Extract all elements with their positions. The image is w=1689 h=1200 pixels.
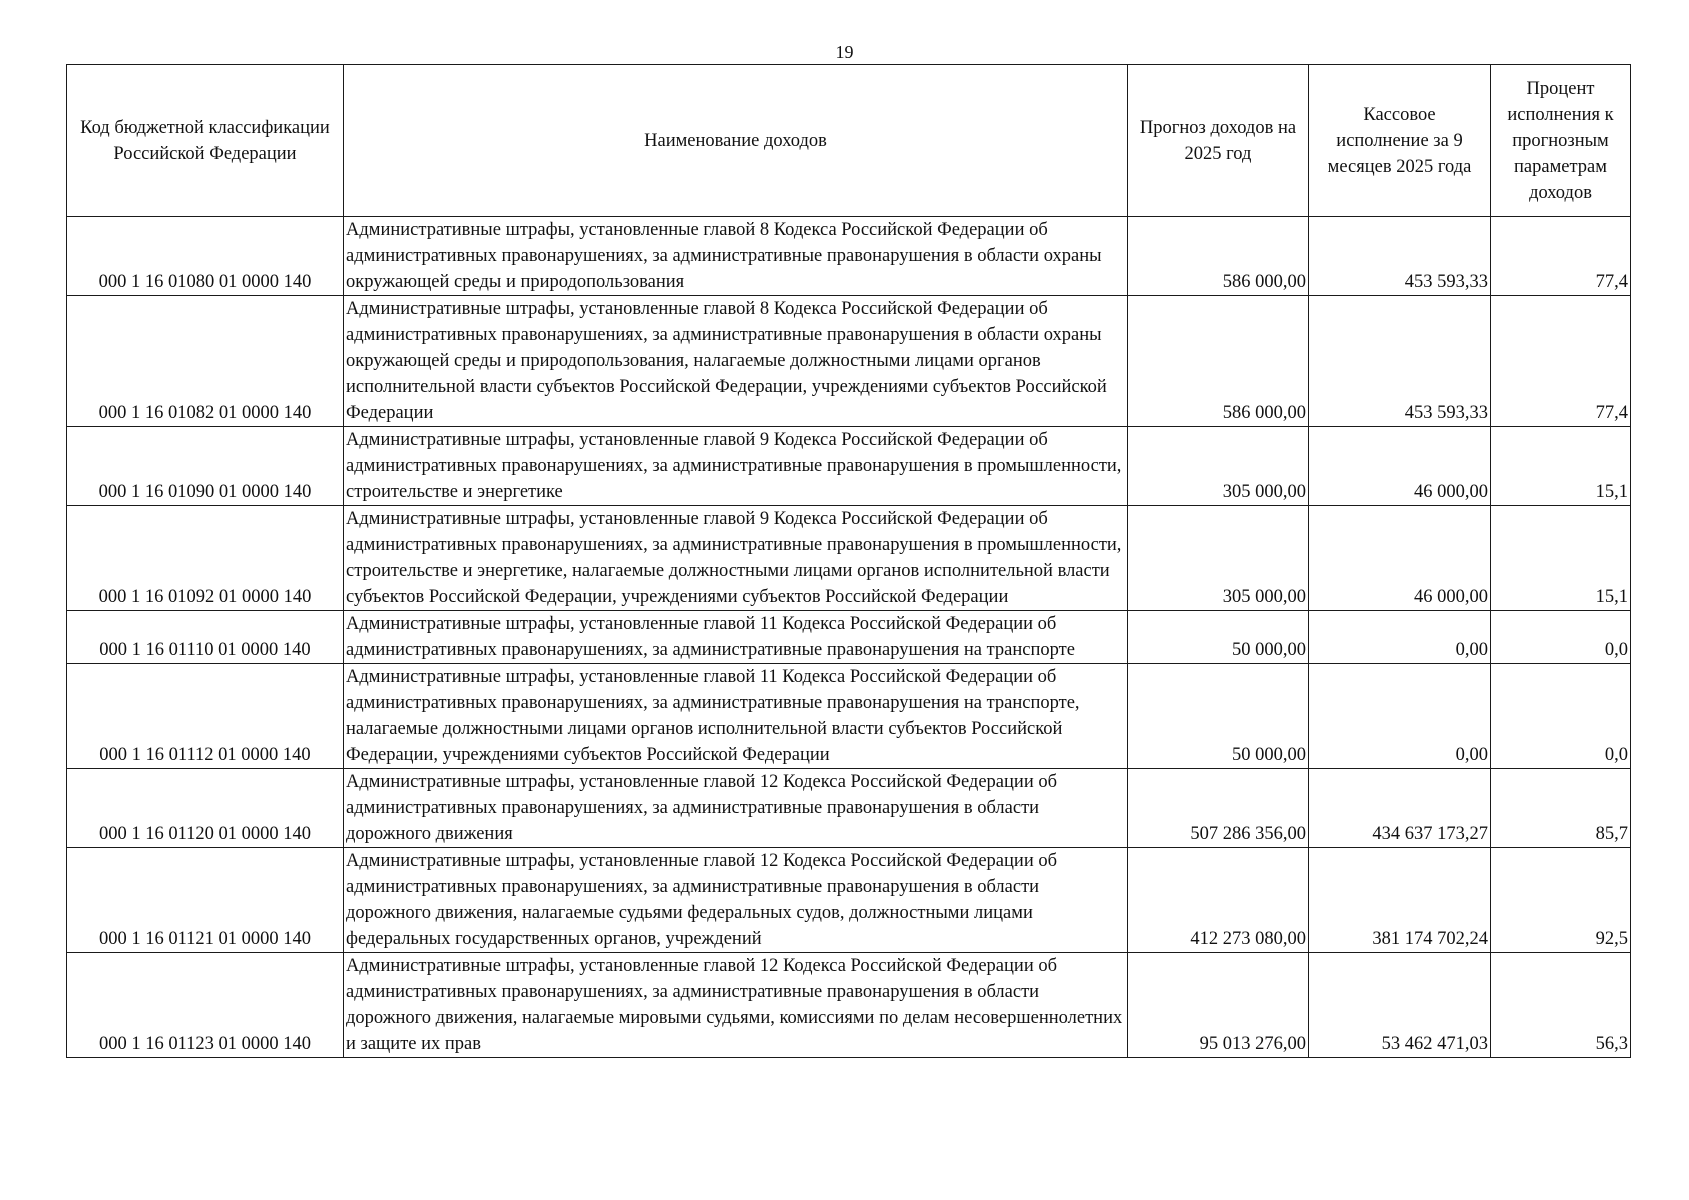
header-code: Код бюджетной классификации Российской Федерации — [67, 65, 344, 217]
table-row — [67, 848, 1631, 953]
cell-percent: 15,1 — [1491, 427, 1631, 506]
cell-forecast: 50 000,00 — [1128, 664, 1309, 769]
table-header-row — [67, 65, 1631, 217]
cell-name: Административные штрафы, установленные главой 8 Кодекса Российской Федерации об административных правонарушениях, за административные правонарушения в области охраны окружающей среды и природопользования, налагаемые должностными лицами органов исполнительной власти субъектов Российской Федерации, учреждениями субъектов Российской Федерации — [344, 296, 1128, 427]
table-row — [67, 611, 1631, 664]
cell-percent: 56,3 — [1491, 953, 1631, 1058]
cell-percent: 0,0 — [1491, 611, 1631, 664]
cell-actual: 453 593,33 — [1309, 217, 1491, 296]
cell-forecast: 305 000,00 — [1128, 427, 1309, 506]
header-percent: Процент исполнения к прогнозным параметрам доходов — [1491, 65, 1631, 217]
cell-forecast: 305 000,00 — [1128, 506, 1309, 611]
cell-code: 000 1 16 01121 01 0000 140 — [67, 848, 344, 953]
table-row — [67, 217, 1631, 296]
revenue-table — [66, 64, 1631, 1058]
cell-forecast: 412 273 080,00 — [1128, 848, 1309, 953]
cell-code: 000 1 16 01123 01 0000 140 — [67, 953, 344, 1058]
cell-forecast: 507 286 356,00 — [1128, 769, 1309, 848]
table-row — [67, 664, 1631, 769]
cell-code: 000 1 16 01090 01 0000 140 — [67, 427, 344, 506]
cell-percent: 85,7 — [1491, 769, 1631, 848]
cell-percent: 0,0 — [1491, 664, 1631, 769]
header-name: Наименование доходов — [344, 65, 1128, 217]
cell-actual: 53 462 471,03 — [1309, 953, 1491, 1058]
cell-code: 000 1 16 01082 01 0000 140 — [67, 296, 344, 427]
page-number: 19 — [835, 42, 854, 62]
cell-code: 000 1 16 01080 01 0000 140 — [67, 217, 344, 296]
table-row — [67, 769, 1631, 848]
cell-percent: 77,4 — [1491, 296, 1631, 427]
cell-name: Административные штрафы, установленные главой 11 Кодекса Российской Федерации об административных правонарушениях, за административные правонарушения на транспорте — [344, 611, 1128, 664]
cell-name: Административные штрафы, установленные главой 11 Кодекса Российской Федерации об административных правонарушениях, за административные правонарушения на транспорте, налагаемые должностными лицами органов исполнительной власти субъектов Российской Федерации, учреждениями субъектов Российской Федерации — [344, 664, 1128, 769]
cell-percent: 77,4 — [1491, 217, 1631, 296]
cell-forecast: 586 000,00 — [1128, 217, 1309, 296]
cell-name: Административные штрафы, установленные главой 9 Кодекса Российской Федерации об административных правонарушениях, за административные правонарушения в промышленности, строительстве и энергетике, налагаемые должностными лицами органов исполнительной власти субъектов Российской Федерации, учреждениями субъектов Российской Федерации — [344, 506, 1128, 611]
table-row — [67, 427, 1631, 506]
cell-name: Административные штрафы, установленные главой 12 Кодекса Российской Федерации об административных правонарушениях, за административные правонарушения в области дорожного движения, налагаемые судьями федеральных судов, должностными лицами федеральных государственных органов, учреждений — [344, 848, 1128, 953]
cell-name: Административные штрафы, установленные главой 12 Кодекса Российской Федерации об административных правонарушениях, за административные правонарушения в области дорожного движения — [344, 769, 1128, 848]
header-actual: Кассовое исполнение за 9 месяцев 2025 года — [1309, 65, 1491, 217]
cell-percent: 92,5 — [1491, 848, 1631, 953]
cell-actual: 381 174 702,24 — [1309, 848, 1491, 953]
cell-code: 000 1 16 01120 01 0000 140 — [67, 769, 344, 848]
table-row — [67, 506, 1631, 611]
cell-name: Административные штрафы, установленные главой 9 Кодекса Российской Федерации об административных правонарушениях, за административные правонарушения в промышленности, строительстве и энергетике — [344, 427, 1128, 506]
cell-code: 000 1 16 01112 01 0000 140 — [67, 664, 344, 769]
cell-code: 000 1 16 01110 01 0000 140 — [67, 611, 344, 664]
cell-actual: 434 637 173,27 — [1309, 769, 1491, 848]
header-forecast: Прогноз доходов на 2025 год — [1128, 65, 1309, 217]
cell-forecast: 50 000,00 — [1128, 611, 1309, 664]
cell-actual: 0,00 — [1309, 664, 1491, 769]
table-row — [67, 296, 1631, 427]
cell-percent: 15,1 — [1491, 506, 1631, 611]
cell-forecast: 586 000,00 — [1128, 296, 1309, 427]
cell-code: 000 1 16 01092 01 0000 140 — [67, 506, 344, 611]
cell-actual: 0,00 — [1309, 611, 1491, 664]
cell-name: Административные штрафы, установленные главой 12 Кодекса Российской Федерации об административных правонарушениях, за административные правонарушения в области дорожного движения, налагаемые мировыми судьями, комиссиями по делам несовершеннолетних и защите их прав — [344, 953, 1128, 1058]
cell-actual: 46 000,00 — [1309, 506, 1491, 611]
table-row — [67, 953, 1631, 1058]
cell-actual: 46 000,00 — [1309, 427, 1491, 506]
cell-name: Административные штрафы, установленные главой 8 Кодекса Российской Федерации об административных правонарушениях, за административные правонарушения в области охраны окружающей среды и природопользования — [344, 217, 1128, 296]
cell-actual: 453 593,33 — [1309, 296, 1491, 427]
cell-forecast: 95 013 276,00 — [1128, 953, 1309, 1058]
